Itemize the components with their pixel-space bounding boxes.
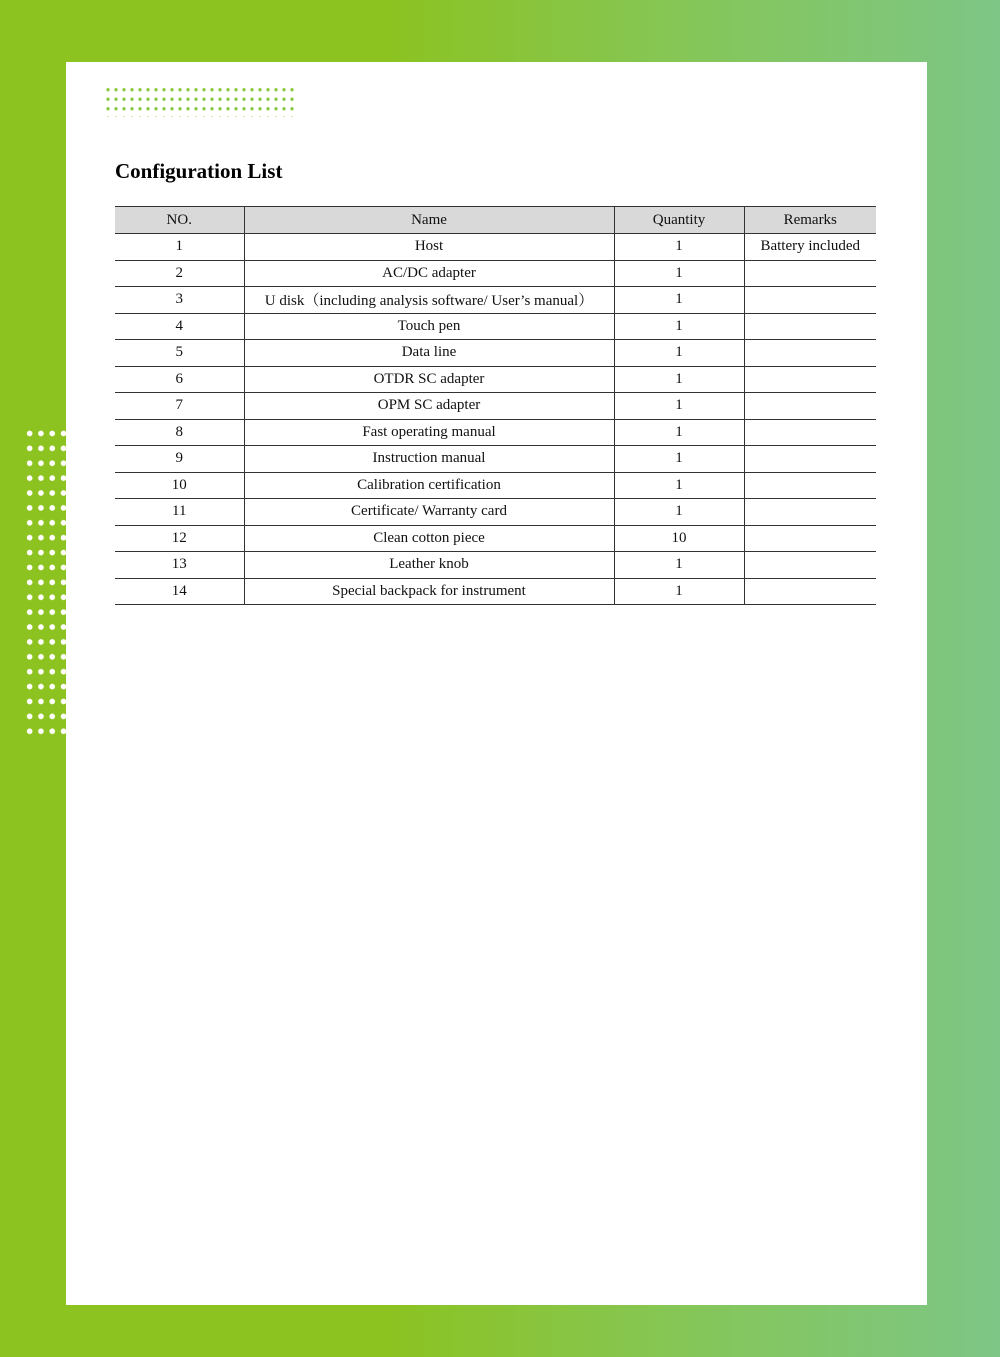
cell-quantity: 1 bbox=[614, 393, 744, 420]
cell-quantity: 1 bbox=[614, 446, 744, 473]
table-row bbox=[115, 419, 876, 446]
table-body bbox=[115, 234, 876, 605]
header-no: NO. bbox=[115, 207, 244, 234]
decorative-dot-grid-top bbox=[104, 85, 298, 117]
cell-no: 4 bbox=[115, 313, 244, 340]
table-row bbox=[115, 366, 876, 393]
cell-name: Calibration certification bbox=[244, 472, 614, 499]
cell-no: 9 bbox=[115, 446, 244, 473]
cell-remarks: Battery included bbox=[744, 234, 876, 261]
cell-quantity: 1 bbox=[614, 234, 744, 261]
cell-name: Data line bbox=[244, 340, 614, 367]
cell-remarks bbox=[744, 419, 876, 446]
table-row bbox=[115, 578, 876, 605]
cell-name: Fast operating manual bbox=[244, 419, 614, 446]
cell-no: 7 bbox=[115, 393, 244, 420]
cell-no: 2 bbox=[115, 260, 244, 287]
header-remarks: Remarks bbox=[744, 207, 876, 234]
cell-quantity: 10 bbox=[614, 525, 744, 552]
cell-remarks bbox=[744, 260, 876, 287]
cell-no: 11 bbox=[115, 499, 244, 526]
cell-name: OPM SC adapter bbox=[244, 393, 614, 420]
table-row bbox=[115, 472, 876, 499]
cell-quantity: 1 bbox=[614, 313, 744, 340]
cell-remarks bbox=[744, 446, 876, 473]
cell-quantity: 1 bbox=[614, 366, 744, 393]
cell-name: OTDR SC adapter bbox=[244, 366, 614, 393]
header-name: Name bbox=[244, 207, 614, 234]
cell-quantity: 1 bbox=[614, 578, 744, 605]
cell-remarks bbox=[744, 472, 876, 499]
cell-name: Leather knob bbox=[244, 552, 614, 579]
table-row bbox=[115, 393, 876, 420]
table-row bbox=[115, 446, 876, 473]
cell-no: 14 bbox=[115, 578, 244, 605]
table-row bbox=[115, 287, 876, 314]
cell-name: Touch pen bbox=[244, 313, 614, 340]
table-row bbox=[115, 234, 876, 261]
header-quantity: Quantity bbox=[614, 207, 744, 234]
cell-remarks bbox=[744, 578, 876, 605]
table-row bbox=[115, 525, 876, 552]
cell-remarks bbox=[744, 499, 876, 526]
cell-quantity: 1 bbox=[614, 419, 744, 446]
table-row bbox=[115, 499, 876, 526]
cell-remarks bbox=[744, 525, 876, 552]
cell-remarks bbox=[744, 393, 876, 420]
cell-remarks bbox=[744, 287, 876, 314]
cell-remarks bbox=[744, 340, 876, 367]
table-row bbox=[115, 260, 876, 287]
page-title: Configuration List bbox=[115, 159, 283, 183]
cell-remarks bbox=[744, 366, 876, 393]
table-row bbox=[115, 313, 876, 340]
cell-no: 12 bbox=[115, 525, 244, 552]
cell-quantity: 1 bbox=[614, 552, 744, 579]
table-row bbox=[115, 552, 876, 579]
cell-name: Clean cotton piece bbox=[244, 525, 614, 552]
cell-no: 6 bbox=[115, 366, 244, 393]
cell-quantity: 1 bbox=[614, 472, 744, 499]
table-header-row bbox=[115, 207, 876, 234]
cell-name: Host bbox=[244, 234, 614, 261]
cell-no: 8 bbox=[115, 419, 244, 446]
cell-no: 5 bbox=[115, 340, 244, 367]
cell-remarks bbox=[744, 552, 876, 579]
cell-no: 13 bbox=[115, 552, 244, 579]
configuration-table bbox=[115, 206, 876, 605]
cell-no: 3 bbox=[115, 287, 244, 314]
cell-quantity: 1 bbox=[614, 287, 744, 314]
cell-remarks bbox=[744, 313, 876, 340]
cell-name: Certificate/ Warranty card bbox=[244, 499, 614, 526]
cell-name: Special backpack for instrument bbox=[244, 578, 614, 605]
cell-quantity: 1 bbox=[614, 499, 744, 526]
table-row bbox=[115, 340, 876, 367]
cell-name: U disk（including analysis software/ User’s manual） bbox=[244, 287, 614, 314]
cell-quantity: 1 bbox=[614, 340, 744, 367]
cell-name: AC/DC adapter bbox=[244, 260, 614, 287]
cell-name: Instruction manual bbox=[244, 446, 614, 473]
cell-no: 10 bbox=[115, 472, 244, 499]
decorative-dot-grid-side bbox=[24, 426, 69, 738]
cell-quantity: 1 bbox=[614, 260, 744, 287]
cell-no: 1 bbox=[115, 234, 244, 261]
